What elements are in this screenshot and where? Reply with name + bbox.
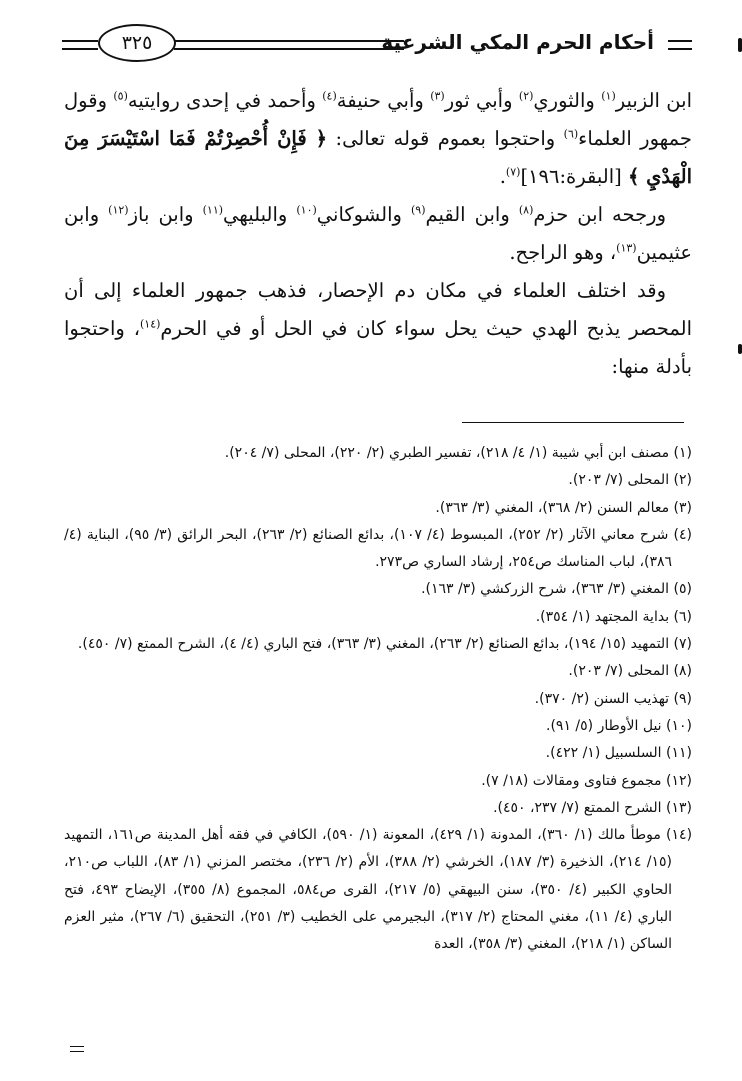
header-rule	[174, 40, 404, 50]
footnote-ref: (٦)	[563, 127, 579, 141]
header-ornament	[668, 40, 692, 50]
footnote: (٣) معالم السنن (٢/ ٣٦٨)، المغني (٣/ ٣٦٣).	[435, 499, 692, 516]
footnote: (١٢) مجموع فتاوى ومقالات (١٨/ ٧).	[481, 772, 692, 789]
footnote-ref: (١٤)	[140, 317, 161, 331]
footnote: (١٤) موطأ مالك (١/ ٣٦٠)، المدونة (١/ ٤٢٩)، المعونة (١/ ٥٩٠)، الكافي في فقه أهل المدينة ص١٦١، التمهيد (١٥/ ٢١٤)، الذخيرة (٣/ ١٨٧)، الخرشي (٢/ ٣٨٨)، الأم (٢/ ٢٣٦)، مختصر المزني (١/ ٨٣)، اللباب ص٢١٠، الحاوي الكبير (٤/ ٣٥٠)، سنن البيهقي (٥/ ٢١٧)، القرى ص٥٨٤، المجموع (٨/ ٣٥٥)، الإيضاح ٤٩٣، فتح الباري (٤/ ١١)، مغني المحتاج (٢/ ٣١٧)، البجيرمي على الخطيب (٣/ ٢٥١)، التحقيق (٦/ ٢٦٧)، مثير العزم الساكن (١/ ٢١٨)، المغني (٣/ ٣٥٨)، العدة	[64, 827, 693, 953]
paragraph	[64, 82, 692, 196]
footnote: (٢) المحلى (٧/ ٢٠٣).	[568, 472, 692, 489]
footnote-ref: (١)	[601, 89, 616, 103]
footnotes	[64, 440, 692, 959]
header-left-rule	[62, 40, 98, 50]
text-run: واحتجوا بعموم قوله تعالى:	[327, 127, 564, 150]
text-run: وقول جمهور العلماء	[64, 89, 692, 150]
main-text	[64, 82, 692, 386]
footnote: (٦) بداية المجتهد (١/ ٣٥٤).	[535, 608, 692, 625]
margin-edge-mark	[738, 344, 742, 354]
footnote: (٩) تهذيب السنن (٢/ ٣٧٠).	[534, 690, 692, 707]
footnote-ref: (٩)	[411, 203, 426, 217]
paragraph	[64, 272, 692, 386]
page-header	[62, 22, 692, 68]
quran-verse: ﴿ فَإِنْ أُحْصِرْتُمْ فَمَا اسْتَيْسَرَ مِنَ الْهَدْيِ ﴾	[64, 127, 692, 188]
text-run: ، واحتجوا بأدلة منها:	[64, 317, 692, 378]
margin-edge-mark	[738, 38, 742, 52]
footnote: (١١) السلسبيل (١/ ٤٢٢).	[545, 745, 692, 762]
text-run: والبليهي	[223, 203, 297, 226]
footnote: (٥) المغني (٣/ ٣٦٣)، شرح الزركشي (٣/ ١٦٣).	[421, 581, 692, 598]
footnote-ref: (٨)	[518, 203, 534, 217]
footnote: (١٠) نيل الأوطار (٥/ ٩١).	[546, 717, 692, 734]
footnote-ref: (١٠)	[296, 203, 317, 217]
footnote: (١٣) الشرح الممتع (٧/ ٢٣٧، ٤٥٠).	[493, 799, 692, 816]
footnote-ref: (٧)	[505, 165, 521, 179]
footnote-ref: (١٣)	[616, 241, 637, 255]
text-run: وأبي ثور	[444, 89, 519, 112]
footnote-ref: (١٢)	[108, 203, 129, 217]
footnote: (١) مصنف ابن أبي شيبة (١/ ٤/ ٢١٨)، تفسير الطبري (٢/ ٢٢٠)، المحلى (٧/ ٢٠٤).	[224, 445, 692, 461]
text-run: ابن الزبير	[615, 89, 692, 112]
paragraph	[64, 196, 692, 272]
text-run: والشوكاني	[316, 203, 411, 226]
footnote-ref: (٥)	[113, 89, 128, 103]
text-run: وقد اختلف العلماء في مكان دم الإحصار، فذهب جمهور العلماء إلى أن المحصر يذبح الهدي حيث يحل سواء كان في الحل أو في الحرم	[64, 279, 692, 340]
footnote: (٧) التمهيد (١٥/ ١٩٤)، بدائع الصنائع (٢/ ٢٦٣)، المغني (٣/ ٣٦٣)، فتح الباري (٤/ ٤)، الشرح الممتع (٧/ ٤٥٠).	[77, 636, 692, 653]
footnote: (٨) المحلى (٧/ ٢٠٣).	[568, 663, 692, 680]
text-run: .	[499, 165, 506, 188]
verse-citation: [البقرة:١٩٦]	[520, 165, 628, 188]
text-run: وأبي حنيفة	[336, 89, 431, 112]
footnote-separator	[462, 422, 684, 423]
text-run: وابن باز	[128, 203, 203, 226]
text-run: وابن عثيمين	[64, 203, 692, 264]
footnote-ref: (١١)	[202, 203, 224, 217]
text-run: والثوري	[533, 89, 602, 112]
text-run: وابن القيم	[425, 203, 519, 226]
text-run: وأحمد في إحدى روايتيه	[127, 89, 323, 112]
text-run: ، وهو الراجح.	[509, 241, 617, 264]
running-title: أحكام الحرم المكي الشرعية	[381, 30, 654, 54]
footnote-ref: (٤)	[322, 89, 337, 103]
page-number: ٣٢٥	[98, 24, 176, 62]
text-run: ورجحه ابن حزم	[533, 203, 666, 226]
footnote-ref: (٣)	[430, 89, 445, 103]
continuation-mark	[70, 1046, 84, 1052]
footnote-ref: (٢)	[518, 89, 534, 103]
footnote: (٤) شرح معاني الآثار (٢/ ٢٥٢)، المبسوط (٤/ ١٠٧)، بدائع الصنائع (٢/ ٢٦٣)، البحر الرائق (٣/ ٩٥)، البناية (٤/ ٣٨٦)، لباب المناسك ص٢٥٤، إرشاد الساري ص٢٧٣.	[64, 526, 693, 571]
